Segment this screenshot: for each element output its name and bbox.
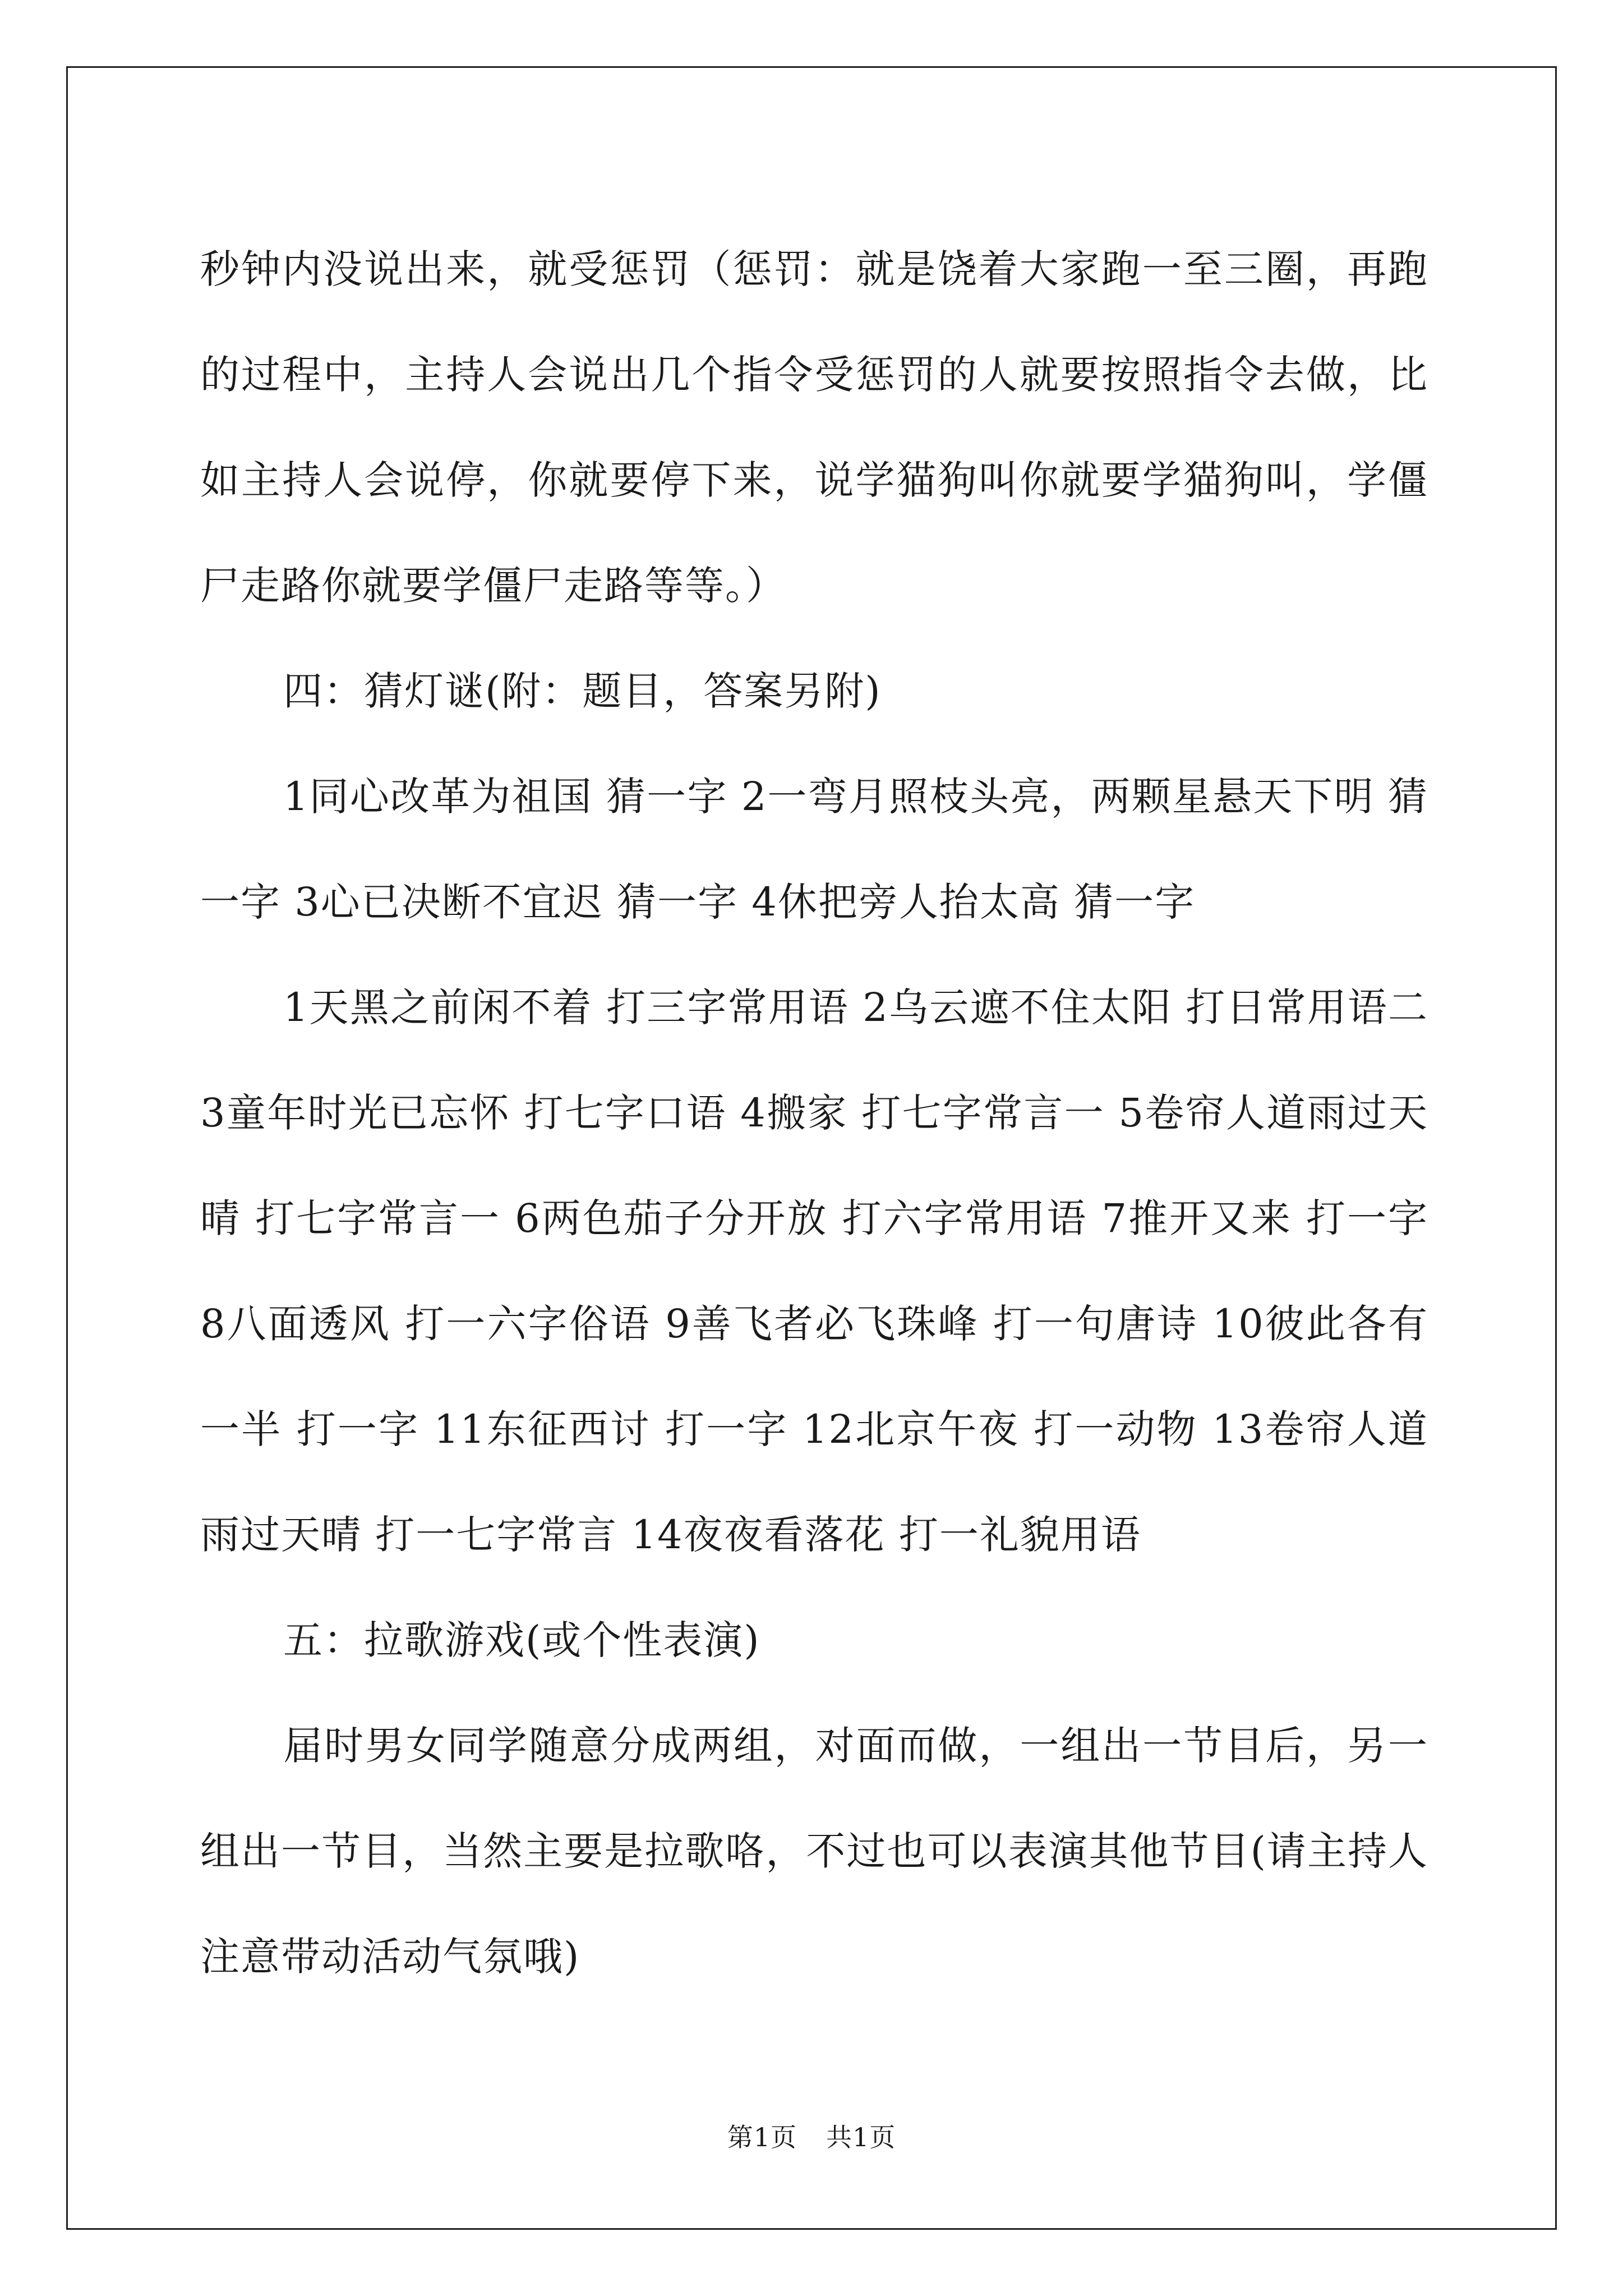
- paragraph-song-game: 届时男女同学随意分成两组，对面而做，一组出一节目后，另一组出一节目，当然主要是拉歌咯，不过也可以表演其他节目(请主持人注意带动活动气氛哦): [200, 1723, 1428, 1980]
- section-heading-lantern-riddles: 四：猜灯谜(附：题目，答案另附): [283, 668, 882, 714]
- section-heading-song-game: 五：拉歌游戏(或个性表演): [283, 1617, 760, 1663]
- page-number-current: 第1页: [727, 2122, 797, 2152]
- paragraph-penalty-continued: 秒钟内没说出来，就受惩罚（惩罚：就是饶着大家跑一至三圈，再跑的过程中，主持人会说出几个指令受惩罚的人就要按照指令去做，比如主持人会说停，你就要停下来，说学猫狗叫你就要学猫狗叫，学僵尸走路你就要学僵尸走路等等。）: [200, 246, 1428, 609]
- page-number-total: 共1页: [826, 2122, 896, 2152]
- document-body: [200, 217, 1428, 2009]
- paragraph-riddles-characters: 1同心改革为祖国 猜一字 2一弯月照枝头亮，两颗星悬天下明 猜一字 3心已决断不宜迟 猜一字 4休把旁人抬太高 猜一字: [200, 774, 1428, 925]
- page-footer: [0, 2120, 1623, 2154]
- paragraph-riddles-phrases: 1天黑之前闲不着 打三字常用语 2乌云遮不住太阳 打日常用语二3童年时光已忘怀 打七字口语 4搬家 打七字常言一 5卷帘人道雨过天晴 打七字常言一 6两色茄子分开放 打六字常用语 7推开又来 打一字 8八面透风 打一六字俗语 9善飞者必飞珠峰 打一句唐诗 10彼此各有一半 打一字 11东征西讨 打一字 12北京午夜 打一动物 13卷帘人道雨过天晴 打一七字常言 14夜夜看落花 打一礼貌用语: [200, 984, 1428, 1558]
